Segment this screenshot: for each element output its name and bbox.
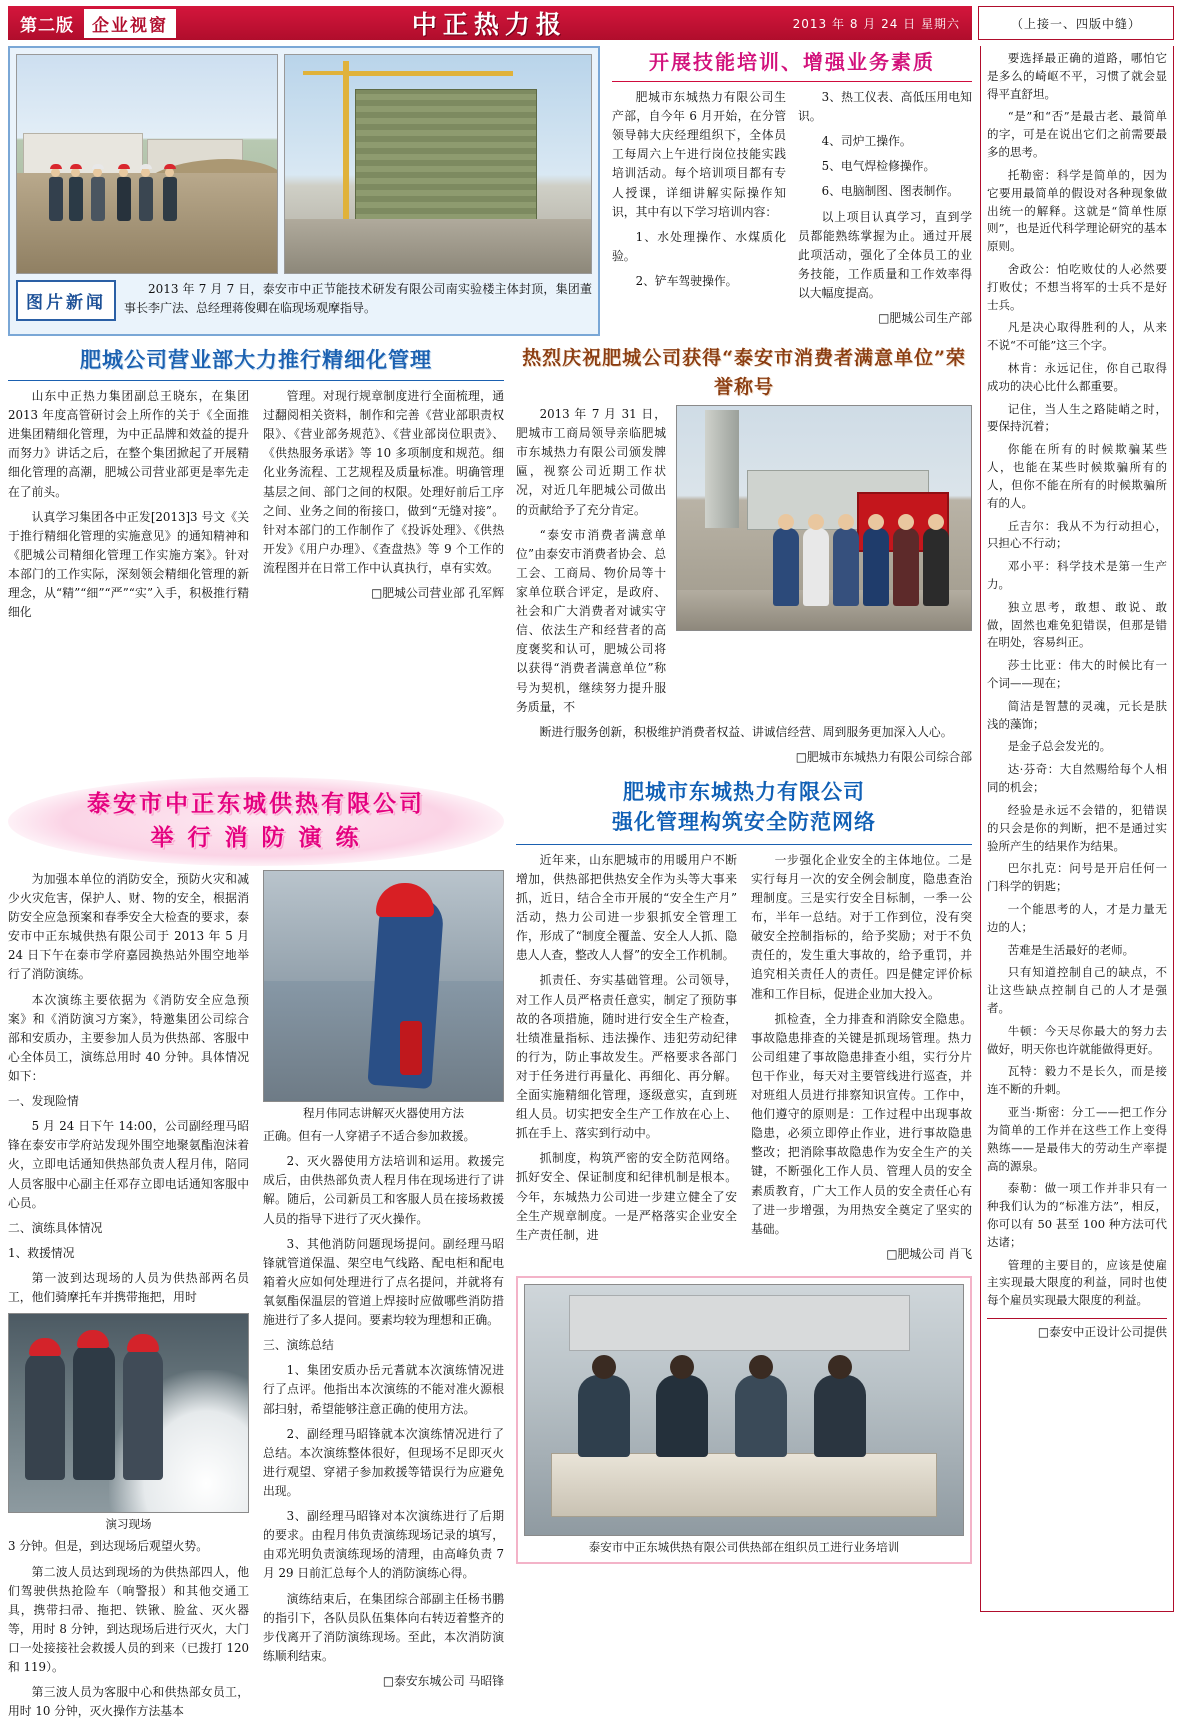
article-signature: □肥城公司营业部 孔军辉 (371, 586, 504, 601)
article-title-skill-training: 开展技能培训、增强业务素质 (649, 50, 935, 74)
paragraph: 2013 年 7 月 31 日，肥城市工商局领导亲临肥城市东城热力有限公司颁发牌匾，视察公司近期工作状况，对近几年肥城公司做出的贡献给予了充分肯定。 (516, 407, 666, 517)
rail-paragraph: 林肯：永远记住，你自己取得成功的决心比什么都重要。 (987, 361, 1167, 393)
paragraph: 抓责任、夯实基础管理。公司领导，对工作人员严格责任意实，制定了预防事故的各项措施，随时进行安全生产检查，壮绩准量指标、违法操作、违犯劳动纪律的行为，防止事故发生。严格要求各部门对于任务进行再量化、再细化、再分解。全面实施精细化管理，逐级意实，直到班组人员。切实把安全生产工作放在心上、抓在手上、落实到行动中。 (516, 973, 737, 1141)
training-photo-block (516, 1276, 972, 1564)
article-signature: □肥城公司生产部 (878, 311, 972, 326)
rail-paragraph: 巴尔扎克：问号是开启任何一门科学的钥匙； (987, 861, 1167, 894)
rail-paragraph: 托勒密：科学是简单的，因为它要用最简单的假设对各种现象做出统一的解释。这就是“简单性原则”，也是近代科学理论研究的基本原则。 (987, 167, 1167, 254)
rail-paragraph: 泰勒：做一项工作并非只有一种我们认为的“标准方法”，相反，你可以有 50 甚至 100 种方法可代达诸； (987, 1181, 1167, 1249)
paragraph: “泰安市消费者满意单位”由泰安市消费者协会、总工会、工商局、物价局等十家单位联合评定，是政府、社会和广大消费者对诚实守信、依法生产和经营者的高度褒奖和认可，肥城公司将以获得“消费者满意单位”称号为契机，继续努力提升服务质量，不 (516, 527, 666, 714)
skill-training-col2 (798, 88, 972, 332)
article-signature: □肥城公司 肖飞 (886, 1246, 972, 1261)
fine-management-col1 (8, 387, 249, 628)
photo-caption-drill-scene: 演习现场 (105, 1517, 152, 1532)
fire-drill-col1 (8, 870, 249, 1727)
extinguisher-drill-photo (8, 1313, 249, 1513)
article-consumer-award (516, 344, 972, 771)
article-title-safety-network (516, 777, 972, 838)
rail-paragraph: 你能在所有的时候欺骗某些人，也能在某些时候欺骗所有的人，但你不能在所有的时候欺骗所有的人。 (987, 442, 1167, 510)
paragraph: 5 月 24 日下午 14:00，公司副经理马昭锋在泰安市学府站发现外围空地聚氨酯泡沫着火，立即电话通知供热部负责人程月伟，陪同人员客服中心副主任邓存立即电话通知客服中心员。 (8, 1119, 249, 1210)
rail-continuation-header: （上接一、四版中缝） (978, 6, 1174, 40)
masthead (8, 6, 972, 40)
article-title-fire-drill (8, 777, 504, 866)
paragraph: 演练结束后，在集团综合部副主任杨书鹏的指引下，各队员队伍集体向右转迈着整齐的步伐离开了消防演练现场。至此，本次消防演练顺利结束。 (263, 1591, 504, 1663)
paragraph: 山东中正热力集团副总王晓东，在集团 2013 年度高管研讨会上所作的关于《全面推进集团精细化管理，为中正品牌和效益的提升而努力》讲话之后，在整个集团掀起了开展精细化管理的高潮，肥城公司营业部更是率先走在了前头。 (8, 389, 249, 499)
skill-training-col1 (612, 88, 786, 332)
top-row (8, 46, 972, 336)
photo-news-block (8, 46, 600, 336)
safety-network-col1 (516, 851, 737, 1268)
rail-paragraph: 经验是永远不会错的，犯错误的只会是你的判断，把不是通过实验所产生的结果作为结果。 (987, 802, 1167, 853)
photo-news-tag: 图片新闻 (16, 280, 116, 321)
paragraph: 为加强本单位的消防安全，预防火灾和减少火灾危害，保护人、财、物的安全，根据消防安全应急预案和春季安全大检查的要求，泰安市中正东城供热有限公司于 2013 年 5 月 24 日下午在泰市学府嘉园换热站外围空地举行了消防演练。 (8, 871, 249, 982)
rail-paragraph: 达·芬奇：大自然赐给每个人相同的机会； (987, 762, 1167, 795)
paragraph: 1、集团安质办岳元耆就本次演练情况进行了点评。他指出本次演练的不能对准火源根部扫射，希望能够注意正确的使用方法。 (263, 1363, 504, 1416)
rail-paragraph: 记住，当人生之路陡峭之时，要保持沉着； (987, 401, 1167, 434)
paragraph: 断进行服务创新，积极维护消费者权益、讲诚信经营、周到服务更加深入人心。 (539, 724, 953, 739)
paragraph: 管理。对现行规章制度进行全面梳理，通过翻阅相关资料，制作和完善《营业部职责权限》、《营业部务规范》、《营业部岗位职责》、《供热服务承诺》等 10 多项制度和规范。细化业务流程、工艺规程及质量标准。明确管理基层之间、部门之间的权限。处理好前后工序之间、业务之间的衔接口，做到“无缝对接”。针对本部门的工作制作了《投诉处理》、《供热开发》《用户办理》、《查盘热》等 9 个工作的流程图并在日常工作中认真执行，卓有实效。 (263, 389, 504, 575)
paragraph: 3、副经理马昭锋对本次演练进行了后期的要求。由程月伟负责演练现场记录的填写，由邓光明负责演练现场的清理，由高峰负责 7 月 29 日前汇总每个人的消防演练心得。 (263, 1509, 504, 1581)
page-body (8, 46, 1174, 1727)
third-row (8, 777, 972, 1727)
photo-caption-training: 泰安市中正东城供热有限公司供热部在组织员工进行业务培训 (588, 1539, 900, 1554)
rail-paragraph: 是金子总会发光的。 (1007, 739, 1112, 754)
rail-paragraph: 瓦特：毅力不是长久，而是接连不断的升刺。 (987, 1064, 1167, 1097)
paragraph: 以上项目认真学习，直到学员都能熟练掌握为止。通过开展此项活动，强化了全体员工的业务技能，工作质量和工作效率得以大幅度提高。 (798, 209, 972, 300)
paragraph: 4、司炉工操作。 (821, 134, 912, 149)
rail-paragraph: 凡是决心取得胜利的人，从来不说“不可能”这三个字。 (987, 320, 1167, 353)
training-session-photo (524, 1284, 964, 1536)
fire-extinguisher-demo-photo (263, 870, 504, 1102)
paragraph: 抓制度，构筑严密的安全防范网络。抓好安全、保证制度和纪律机制是根本。今年，东城热力公司进一步建立健全了安全生产规章制度。一是严格落实企业安全生产责任制，进 (516, 1151, 737, 1242)
rail-signature: □泰安中正设计公司提供 (987, 1318, 1167, 1341)
paragraph: 抓检查，全力排查和消除安全隐患。事故隐患排查的关键是抓现场管理。热力公司组建了事故隐患排查小组，实行分片包干作业，每天对主要管线进行巡查，并对班组人员进行排察知识宣传。工作中，他们遵守的原则是：工作过程中出现事故隐患，必须立即停止作业，进行事故隐患整改；把消除事故隐患作为安全生产的关键，不断强化工作人员、管理人员的安全素质教育，广大工作人员的安全责任心有了进一步增强，为用热安全奠定了坚实的基础。 (751, 1011, 972, 1236)
paragraph: 第一波到达现场的人员为供热部两名员工，他们骑摩托车并携带拖把，用时 (8, 1270, 249, 1305)
paragraph: 3、其他消防问题现场提问。副经理马昭锋就管道保温、架空电气线路、配电柜和配电箱着火应如何处理进行了点名提问，并就将有氧氨酯保温层的管道上焊接时应做哪些消防措施进行了多人提问。要素均较为理想和正确。 (263, 1236, 504, 1328)
workers-in-field-photo (16, 54, 278, 274)
article-signature: □泰安东城公司 马昭锋 (382, 1673, 504, 1688)
paragraph: 1、救援情况 (8, 1245, 75, 1260)
paragraph: 肥城市东城热力有限公司生产部，自今年 6 月开始，在分管领导韩大庆经理组织下，全体员工每周六上午进行岗位技能实践培训活动。每个培训项目都有专人授课，详细讲解实际操作知识，其中有以下学习培训内容： (612, 90, 786, 219)
consumer-award-col1 (516, 405, 666, 723)
rail-paragraph: 只有知道控制自己的缺点，不让这些缺点控制自己的人才是强者。 (987, 965, 1167, 1015)
rail-paragraph: 要选择最正确的道路，哪怕它是多么的崎岖不平，习惯了就会显得平直舒坦。 (987, 51, 1167, 101)
fire-drill-col2 (263, 870, 504, 1727)
consumer-award-photo-wrap (676, 405, 972, 723)
title-line-1: 泰安市中正东城供热有限公司 (87, 789, 425, 817)
paragraph: 认真学习集团各中正发[2013]3 号文《关于推行精细化管理的实施意见》的通知精神和《肥城公司精细化管理工作实施方案》。针对本部门的工作实际，深刻领会精细化管理的新理念，从“精”“细”“严”“实”入手，积极推行精细化 (8, 509, 249, 620)
paragraph: 3 分钟。但是，到达现场后观望火势。 (8, 1539, 209, 1554)
title-line-2: 举 行 消 防 演 练 (150, 824, 362, 852)
rail-paragraph: 邓小平：科学技术是第一生产力。 (987, 559, 1167, 591)
rail-paragraph: 简洁是智慧的灵魂，元长是肤浅的藻饰； (987, 698, 1167, 731)
title-line-1: 肥城市东城热力有限公司 (623, 778, 865, 804)
paragraph: 近年来，山东肥城市的用暖用户不断增加，供热部把供热安全作为头等大事来抓，近日，结合全市开展的“安全生产月”活动，热力公司进一步狠抓安全管理工作，形成了“制度全覆盖、安全人人抓、隐患人人查，整改人人督”的安全工作机制。 (516, 852, 737, 963)
paragraph: 二、演练具体情况 (8, 1220, 103, 1235)
paragraph: 2、副经理马昭锋就本次演练情况进行了总结。本次演练整体很好，但现场不足即灭火进行观望、穿裙子参加救援等错误行为应避免出现。 (263, 1426, 504, 1498)
paragraph: 第二波人员达到现场的为供热部四人，他们驾驶供热抢险车（响警报）和其他交通工具，携带扫帚、拖把、铁锹、脸盆、灭火器等，用时 8 分钟，到达现场后进行灭火，大门口一处接接社会救援人员的到来（已拨打 120 和 119）。 (8, 1564, 249, 1675)
paragraph: 第三波人员为客服中心和供热部女员工，用时 10 分钟，灭火操作方法基本 (8, 1685, 249, 1719)
paragraph: 5、电气焊检修操作。 (821, 159, 936, 174)
title-line-2: 强化管理构筑安全防范网络 (612, 809, 876, 835)
main-content (8, 46, 972, 1727)
article-title-consumer-award: 热烈庆祝肥城公司获得“泰安市消费者满意单位”荣誉称号 (522, 347, 966, 398)
rail-paragraph: 一个能思考的人，才是力量无边的人； (987, 901, 1167, 934)
rail-paragraph: 丘吉尔：我从不为行动担心，只担心不行动； (987, 518, 1167, 551)
fine-management-col2 (263, 387, 504, 628)
paper-title: 中正热力报 (411, 10, 567, 39)
safety-network-col2 (751, 851, 972, 1268)
rail-paragraph: 牛顿：今天尽你最大的努力去做好，明天你也许就能做得更好。 (987, 1023, 1167, 1056)
construction-crane-photo (284, 54, 592, 274)
paragraph: 一、发现险情 (8, 1094, 79, 1109)
article-title-fine-management: 肥城公司营业部大力推行精细化管理 (80, 347, 432, 372)
page-number-label: 第二版 (20, 15, 74, 36)
article-signature: □肥城市东城热力有限公司综合部 (795, 749, 972, 764)
paragraph: 6、电脑制图、图表制作。 (821, 184, 959, 199)
paragraph: 三、演练总结 (263, 1338, 334, 1353)
article-safety-network (516, 777, 972, 1727)
rail-paragraph: 管理的主要目的，应该是使雇主实现最大限度的利益，同时也使每个雇员实现最大限度的利益。 (987, 1257, 1167, 1308)
photo-caption-extinguisher-demo: 程月伟同志讲解灭火器使用方法 (303, 1105, 464, 1120)
article-fire-drill (8, 777, 504, 1727)
paragraph: 一步强化企业安全的主体地位。二是实行每月一次的安全例会制度，隐患查治理制度。三是实行安全目标制，一季一公布，半年一总结。对于工作到位，没有突破安全控制指标的，给予奖励；对于不负责任的，发生重大事故的，给予重罚，并追究相关责任人的责任。四是健定评价标准和工作目标，促进企业加大投入。 (751, 852, 972, 1001)
paragraph: 本次演练主要依据为《消防安全应急预案》和《消防演习方案》，特邀集团公司综合部和安质办，主要参加人员为供热部、客服中心全体员工，演练总用时 40 分钟。具体情况如下： (8, 992, 249, 1083)
rail-paragraph: 莎士比亚：伟大的时候比有一个词——现在； (987, 658, 1167, 690)
second-row (8, 344, 972, 771)
article-fine-management (8, 344, 504, 771)
rail-paragraph: “是”和“否”是最古老、最简单的字，可是在说出它们之前需要最多的思考。 (987, 109, 1167, 160)
paragraph: 正确。但有一人穿裙子不适合参加救援。 (263, 1129, 476, 1144)
paragraph: 1、水处理操作、水煤质化验。 (612, 229, 786, 263)
photo-news-caption-row (16, 280, 592, 321)
paragraph: 2、灭火器使用方法培训和运用。救援完成后，由供热部负责人程月伟在现场进行了讲解。随后，公司新员工和客服人员在接场救援人员的指导下进行了灭火操作。 (263, 1154, 504, 1226)
paragraph: 3、热工仪表、高低压用电知识。 (798, 90, 972, 124)
photo-news-images (16, 54, 592, 274)
rail-paragraph: 亚当·斯密：分工——把工作分为简单的工作并在这些工作上变得熟练——是最伟大的劳动生产率提高的源泉。 (987, 1105, 1167, 1173)
rail-paragraph: 独立思考，敢想、敢说、敢做，固然也难免犯错误，但那是错在明处，容易纠正。 (987, 599, 1167, 650)
article-skill-training (612, 46, 972, 336)
rail-paragraph: 舍政公：怕吃败仗的人必然要打败仗；不想当将军的士兵不是好士兵。 (987, 261, 1167, 312)
issue-date: 2013 年 8 月 24 日 星期六 (792, 16, 960, 31)
award-group-photo (676, 405, 972, 631)
paragraph: 2、铲车驾驶操作。 (635, 273, 738, 288)
section-label: 企业视窗 (84, 9, 176, 38)
photo-news-caption: 2013 年 7 月 7 日，泰安市中正节能技术研发有限公司南实验楼主体封顶，集团董事长李广法、总经理蒋俊卿在临现场观摩指导。 (124, 282, 592, 316)
rail-paragraph: 苦难是生活最好的老师。 (1007, 942, 1135, 957)
right-rail-column (980, 46, 1174, 1612)
